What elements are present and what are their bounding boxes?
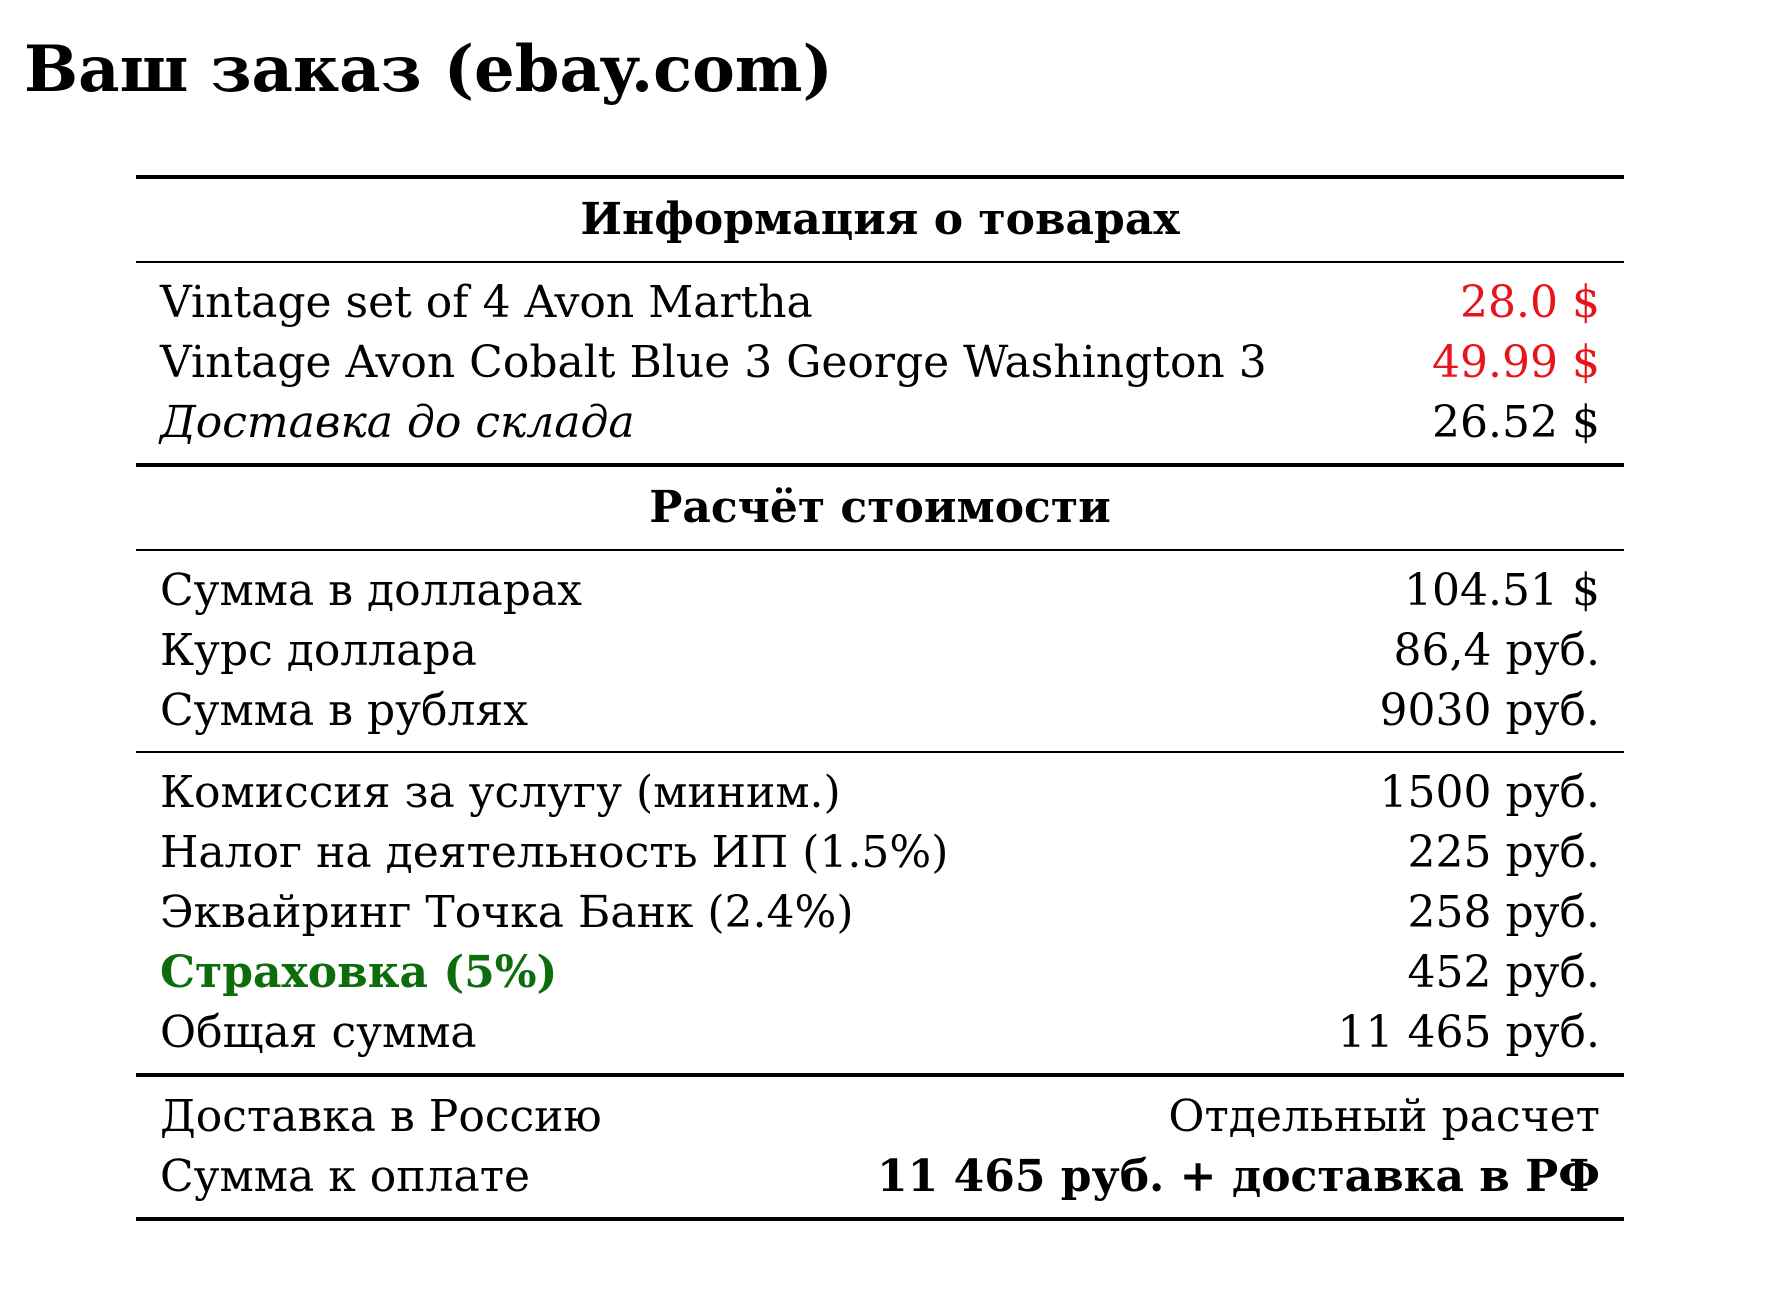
commission-row [136,763,1624,823]
commission-value: 1500 руб. [1379,767,1600,818]
tax-label: Налог на деятельность ИП (1.5%) [160,827,949,878]
final-rows [136,1077,1624,1217]
acquiring-row [136,883,1624,943]
usd-sum-label: Сумма в долларах [160,565,582,616]
exchange-rate-row [136,621,1624,681]
item-name: Vintage set of 4 Avon Martha [160,277,813,328]
amount-due-row [136,1147,1624,1207]
total-label: Общая сумма [160,1007,477,1058]
item-name: Vintage Avon Cobalt Blue 3 George Washington 3 [160,337,1267,388]
warehouse-shipping-row [136,393,1624,453]
total-value: 11 465 руб. [1337,1007,1600,1058]
delivery-russia-label: Доставка в Россию [160,1091,602,1142]
insurance-label: Страховка (5%) [160,947,558,998]
conversion-rows [136,551,1624,751]
order-summary-table [136,175,1624,1221]
goods-section-heading: Информация о товарах [580,194,1180,245]
amount-due-value: 11 465 руб. + доставка в РФ [877,1151,1600,1202]
exchange-rate-label: Курс доллара [160,625,477,676]
rub-sum-label: Сумма в рублях [160,685,529,736]
tax-value: 225 руб. [1407,827,1600,878]
fee-rows [136,753,1624,1073]
amount-due-label: Сумма к оплате [160,1151,531,1202]
goods-item-row [136,333,1624,393]
usd-sum-value: 104.51 $ [1404,565,1600,616]
rub-sum-row [136,681,1624,741]
insurance-value: 452 руб. [1407,947,1600,998]
item-price: 28.0 $ [1460,277,1600,328]
commission-label: Комиссия за услугу (миним.) [160,767,841,818]
warehouse-shipping-label: Доставка до склада [160,397,635,448]
acquiring-label: Эквайринг Точка Банк (2.4%) [160,887,854,938]
rub-sum-value: 9030 руб. [1379,685,1600,736]
delivery-russia-value: Отдельный расчет [1168,1091,1600,1142]
usd-sum-row [136,561,1624,621]
bottom-rule [136,1217,1624,1221]
warehouse-shipping-value: 26.52 $ [1432,397,1600,448]
delivery-russia-row [136,1087,1624,1147]
cost-section-heading: Расчёт стоимости [649,482,1111,533]
goods-rows [136,263,1624,463]
item-price: 49.99 $ [1432,337,1600,388]
insurance-row [136,943,1624,1003]
goods-item-row [136,273,1624,333]
exchange-rate-value: 86,4 руб. [1393,625,1600,676]
tax-row [136,823,1624,883]
page-title: Ваш заказ (ebay.com) [24,32,833,107]
total-row [136,1003,1624,1063]
acquiring-value: 258 руб. [1407,887,1600,938]
